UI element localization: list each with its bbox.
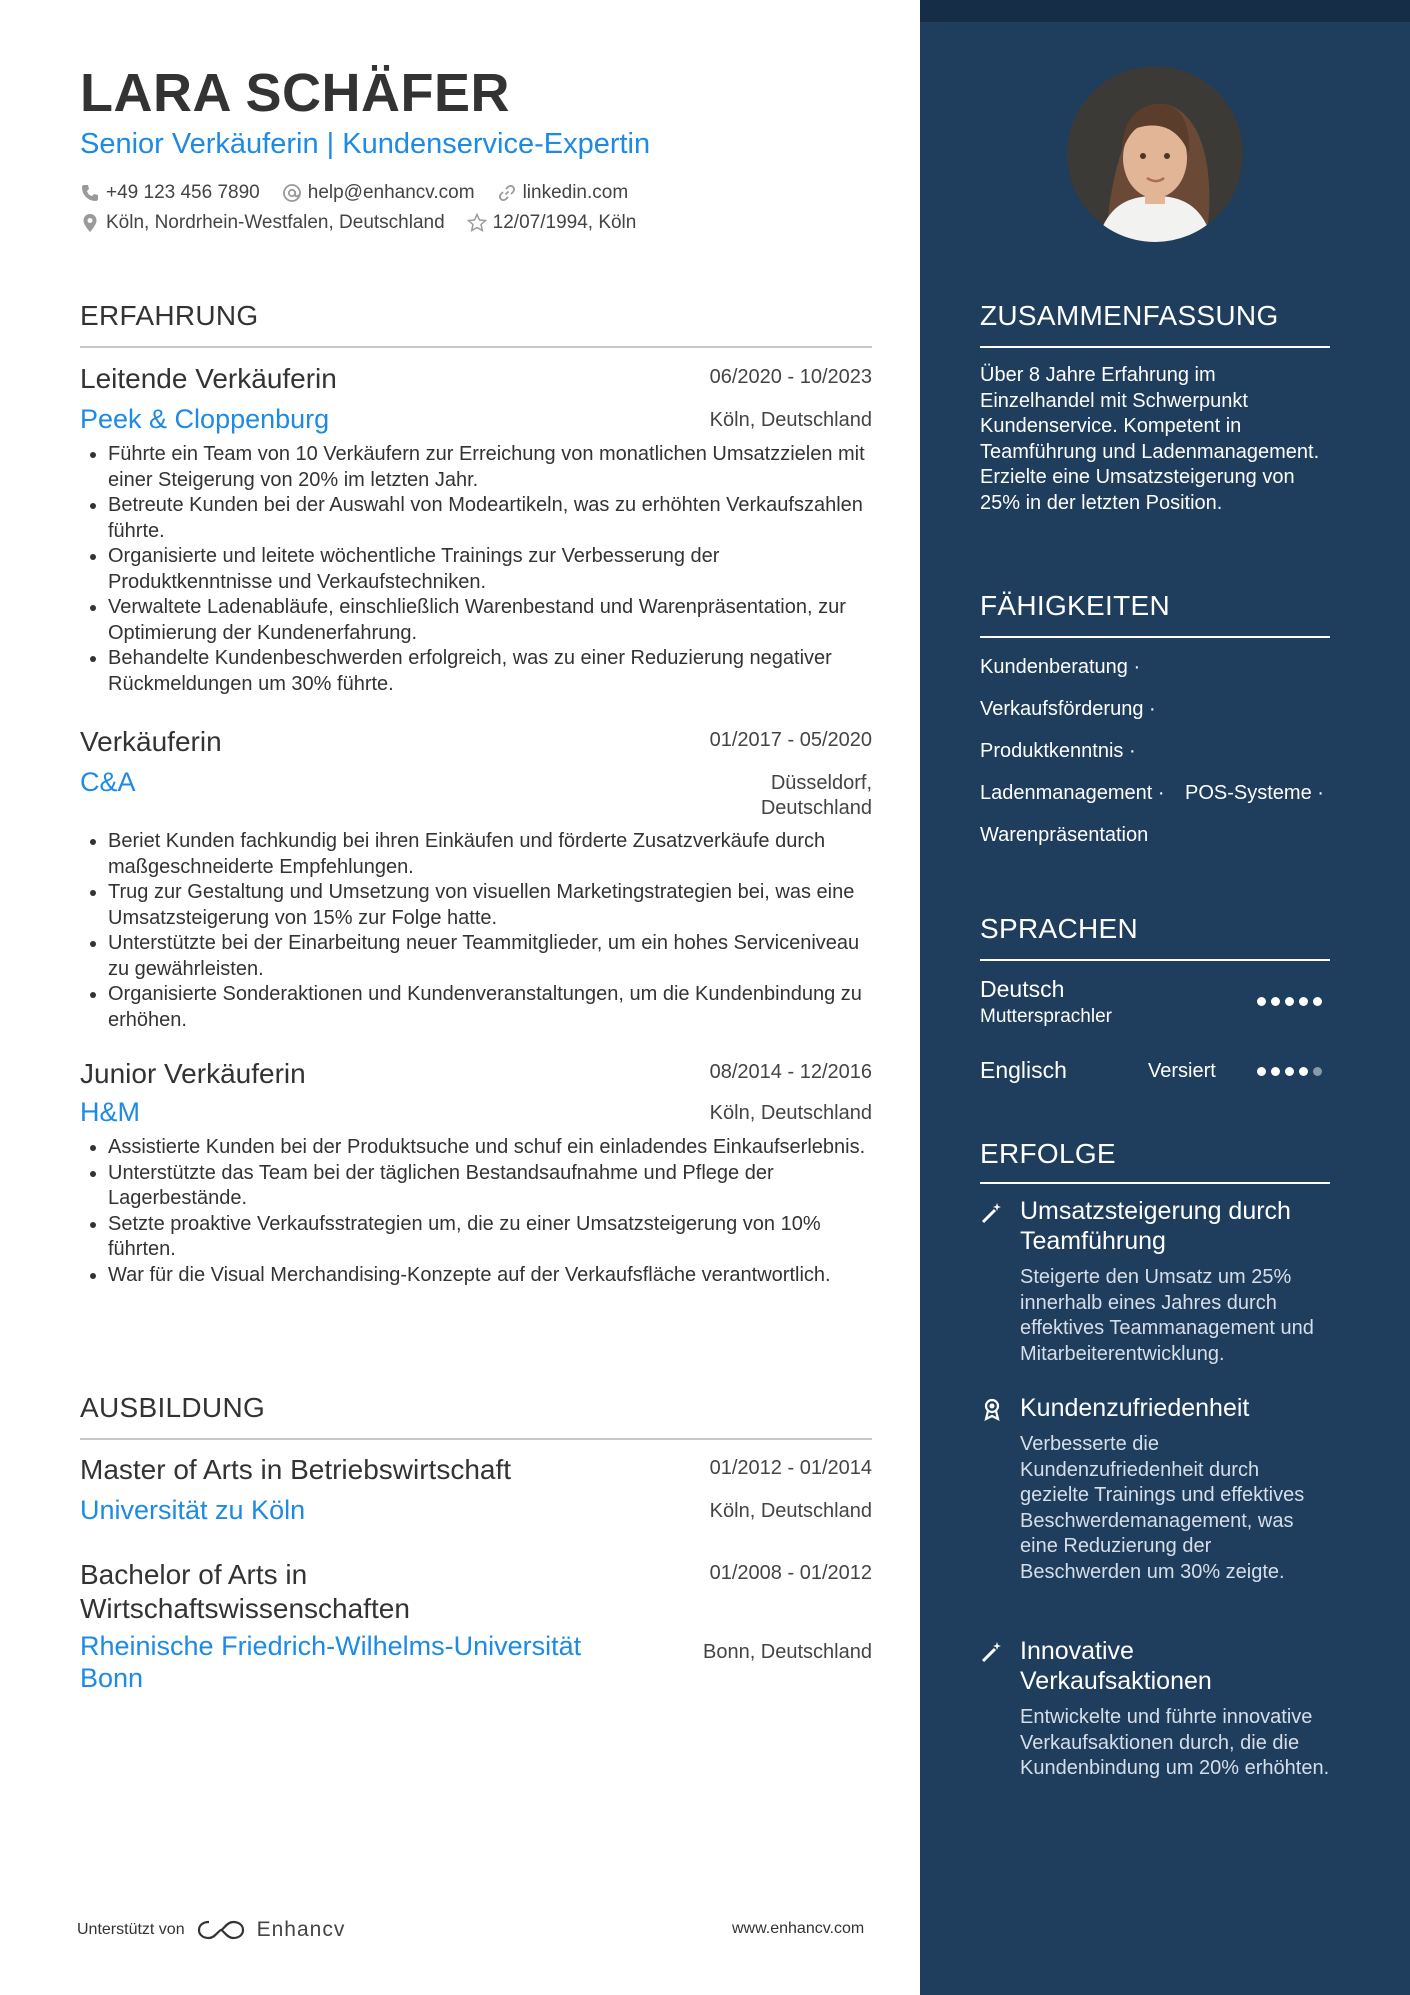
skill-tag: Ladenmanagement · bbox=[980, 782, 1165, 804]
job-role: Verkäuferin bbox=[80, 726, 222, 757]
website-link[interactable]: www.enhancv.com bbox=[732, 1920, 865, 1937]
job-bullets bbox=[80, 1135, 872, 1288]
candidate-name: LARA SCHÄFER bbox=[80, 63, 510, 123]
job-location: Köln, Deutschland bbox=[709, 1102, 872, 1124]
skill-tag: POS-Systeme · bbox=[1185, 782, 1324, 804]
contact-row-2 bbox=[80, 212, 636, 234]
rating-dot-filled bbox=[1257, 997, 1266, 1006]
education-location: Bonn, Deutschland bbox=[702, 1641, 872, 1663]
language-level: Muttersprachler bbox=[980, 1006, 1112, 1027]
skills-heading: FÄHIGKEITEN bbox=[980, 590, 1170, 621]
list-item: • Betreute Kunden bei der Auswahl von Modeartikeln, was zu erhöhten Verkaufszahlen führte. bbox=[108, 493, 872, 544]
education-divider bbox=[80, 1438, 872, 1440]
education-heading: AUSBILDUNG bbox=[80, 1392, 266, 1423]
education-dates: 01/2008 - 01/2012 bbox=[709, 1562, 872, 1584]
language-name: Englisch bbox=[980, 1057, 1067, 1083]
rating-dot-filled bbox=[1285, 1067, 1294, 1076]
achievement-desc: Verbesserte die Kundenzufriedenheit durch gezielte Trainings und effektives Beschwerdemanagement, was eine Reduzierung der Beschwerden um 30% zeigte. bbox=[1020, 1433, 1305, 1583]
rating-dot-filled bbox=[1271, 997, 1280, 1006]
job-role: Junior Verkäuferin bbox=[80, 1058, 306, 1089]
list-item: • Beriet Kunden fachkundig bei ihren Einkäufen und förderte Zusatzverkäufe durch maßgeschneiderte Empfehlungen. bbox=[108, 829, 872, 880]
list-item: • Setzte proaktive Verkaufsstrategien um, die zu einer Umsatzsteigerung von 10% führten. bbox=[108, 1212, 872, 1263]
list-item: • War für die Visual Merchandising-Konzepte auf der Verkaufsfläche verantwortlich. bbox=[108, 1263, 872, 1289]
achievement-desc: Steigerte den Umsatz um 25% innerhalb eines Jahres durch effektives Teammanagement und Mitarbeiterentwicklung. bbox=[1020, 1266, 1314, 1365]
contact-email[interactable]: help@enhancv.com bbox=[282, 182, 475, 204]
job-bullets bbox=[80, 442, 872, 697]
achievement-title: Umsatzsteigerung durch Teamführung bbox=[1020, 1197, 1291, 1255]
job-location: Düsseldorf, Deutschland bbox=[760, 772, 872, 819]
magic-wand-icon bbox=[980, 1640, 1004, 1664]
achievement-title: Innovative Verkaufsaktionen bbox=[1020, 1637, 1212, 1695]
job-role: Leitende Verkäuferin bbox=[80, 363, 337, 394]
list-item: • Trug zur Gestaltung und Umsetzung von visuellen Marketingstrategien bei, was eine Umsatzsteigerung von 15% zur Folge hatte. bbox=[108, 880, 872, 931]
list-item: • Unterstützte bei der Einarbeitung neuer Teammitglieder, um ein hohes Serviceniveau zu gewährleisten. bbox=[108, 931, 872, 982]
at-icon bbox=[282, 183, 302, 203]
enhancv-brand: Enhancv bbox=[256, 1918, 346, 1941]
rating-dot-filled bbox=[1271, 1067, 1280, 1076]
job-company: C&A bbox=[80, 767, 136, 797]
location-pin-icon bbox=[80, 213, 100, 233]
achievement-desc: Entwickelte und führte innovative Verkaufsaktionen durch, die die Kundenbindung um 20% erhöhten. bbox=[1020, 1706, 1330, 1779]
rating-dot-filled bbox=[1285, 997, 1294, 1006]
job-dates: 01/2017 - 05/2020 bbox=[709, 729, 872, 751]
list-item: • Führte ein Team von 10 Verkäufern zur Erreichung von monatlichen Umsatzzielen mit einer Steigerung von 20% im letzten Jahr. bbox=[108, 442, 872, 493]
summary-divider bbox=[980, 346, 1330, 348]
star-icon bbox=[467, 213, 487, 233]
job-bullets bbox=[80, 829, 872, 1033]
skills-divider bbox=[980, 636, 1330, 638]
job-dates: 06/2020 - 10/2023 bbox=[709, 366, 872, 388]
school: Rheinische Friedrich-Wilhelms-Universität Bonn bbox=[80, 1631, 582, 1693]
skill-tag: Kundenberatung · bbox=[980, 656, 1141, 678]
rating-dot-filled bbox=[1313, 997, 1322, 1006]
powered-by: Unterstützt von Enhancv bbox=[77, 1918, 346, 1941]
list-item: • Verwaltete Ladenabläufe, einschließlich Warenbestand und Warenpräsentation, zur Optimierung der Kundenerfahrung. bbox=[108, 595, 872, 646]
job-entry bbox=[80, 362, 872, 697]
link-icon bbox=[497, 183, 517, 203]
list-item: • Assistierte Kunden bei der Produktsuche und schuf ein einladendes Einkaufserlebnis. bbox=[108, 1135, 872, 1161]
award-ribbon-icon bbox=[980, 1397, 1004, 1421]
list-item: • Unterstützte das Team bei der täglichen Bestandsaufnahme und Pflege der Lagerbestände. bbox=[108, 1161, 872, 1212]
summary-text: Über 8 Jahre Erfahrung im Einzelhandel mit Schwerpunkt Kundenservice. Kompetent in Teamführung und Ladenmanagement. Erzielte eine Umsatzsteigerung von 25% in der letzten Position. bbox=[980, 364, 1320, 514]
sidebar-top-bar bbox=[920, 0, 1410, 22]
school: Universität zu Köln bbox=[80, 1495, 306, 1525]
contact-phone: +49 123 456 7890 bbox=[80, 182, 260, 204]
job-entry bbox=[80, 725, 872, 1033]
list-item: • Organisierte und leitete wöchentliche Trainings zur Verbesserung der Produktkenntnisse und Verkaufstechniken. bbox=[108, 544, 872, 595]
language-rating bbox=[1257, 997, 1322, 1006]
phone-icon bbox=[80, 183, 100, 203]
education-dates: 01/2012 - 01/2014 bbox=[709, 1457, 872, 1479]
languages-divider bbox=[980, 959, 1330, 961]
language-name: Deutsch bbox=[980, 976, 1065, 1002]
achievements-heading: ERFOLGE bbox=[980, 1138, 1116, 1169]
contact-birth: 12/07/1994, Köln bbox=[467, 212, 637, 234]
skill-tag: Verkaufsförderung · bbox=[980, 698, 1156, 720]
list-item: • Organisierte Sonderaktionen und Kundenveranstaltungen, um die Kundenbindung zu erhöhen. bbox=[108, 982, 872, 1033]
education-entry bbox=[80, 1453, 872, 1527]
achievements-divider bbox=[980, 1182, 1330, 1184]
job-company: Peek & Cloppenburg bbox=[80, 404, 330, 434]
education-entry bbox=[80, 1558, 872, 1694]
contact-location: Köln, Nordrhein-Westfalen, Deutschland bbox=[80, 212, 445, 234]
sidebar bbox=[920, 0, 1410, 1995]
avatar bbox=[1067, 66, 1243, 242]
job-company: H&M bbox=[80, 1097, 140, 1127]
achievement-title: Kundenzufriedenheit bbox=[1020, 1394, 1250, 1422]
experience-heading: ERFAHRUNG bbox=[80, 300, 259, 331]
language-level: Versiert bbox=[1148, 1060, 1216, 1082]
language-rating bbox=[1257, 1067, 1322, 1076]
rating-dot-empty bbox=[1313, 1067, 1322, 1076]
rating-dot-filled bbox=[1299, 1067, 1308, 1076]
magic-wand-icon bbox=[980, 1201, 1004, 1225]
rating-dot-filled bbox=[1257, 1067, 1266, 1076]
enhancv-logo-icon bbox=[197, 1918, 245, 1942]
education-location: Köln, Deutschland bbox=[709, 1500, 872, 1522]
contact-linkedin[interactable]: linkedin.com bbox=[497, 182, 629, 204]
languages-heading: SPRACHEN bbox=[980, 913, 1138, 944]
job-location: Köln, Deutschland bbox=[709, 409, 872, 431]
contact-row-1 bbox=[80, 182, 628, 204]
degree: Master of Arts in Betriebswirtschaft bbox=[80, 1454, 512, 1485]
experience-divider bbox=[80, 346, 872, 348]
skill-tag: Produktkenntnis · bbox=[980, 740, 1136, 762]
job-dates: 08/2014 - 12/2016 bbox=[709, 1061, 872, 1083]
job-entry bbox=[80, 1057, 872, 1288]
skill-tag: Warenpräsentation bbox=[980, 824, 1149, 846]
degree: Bachelor of Arts in Wirtschaftswissenschaften bbox=[80, 1559, 410, 1624]
candidate-title: Senior Verkäuferin | Kundenservice-Expertin bbox=[80, 128, 651, 160]
list-item: • Behandelte Kundenbeschwerden erfolgreich, was zu einer Reduzierung negativer Rückmeldungen um 30% führte. bbox=[108, 646, 872, 697]
rating-dot-filled bbox=[1299, 997, 1308, 1006]
summary-heading: ZUSAMMENFASSUNG bbox=[980, 300, 1279, 331]
